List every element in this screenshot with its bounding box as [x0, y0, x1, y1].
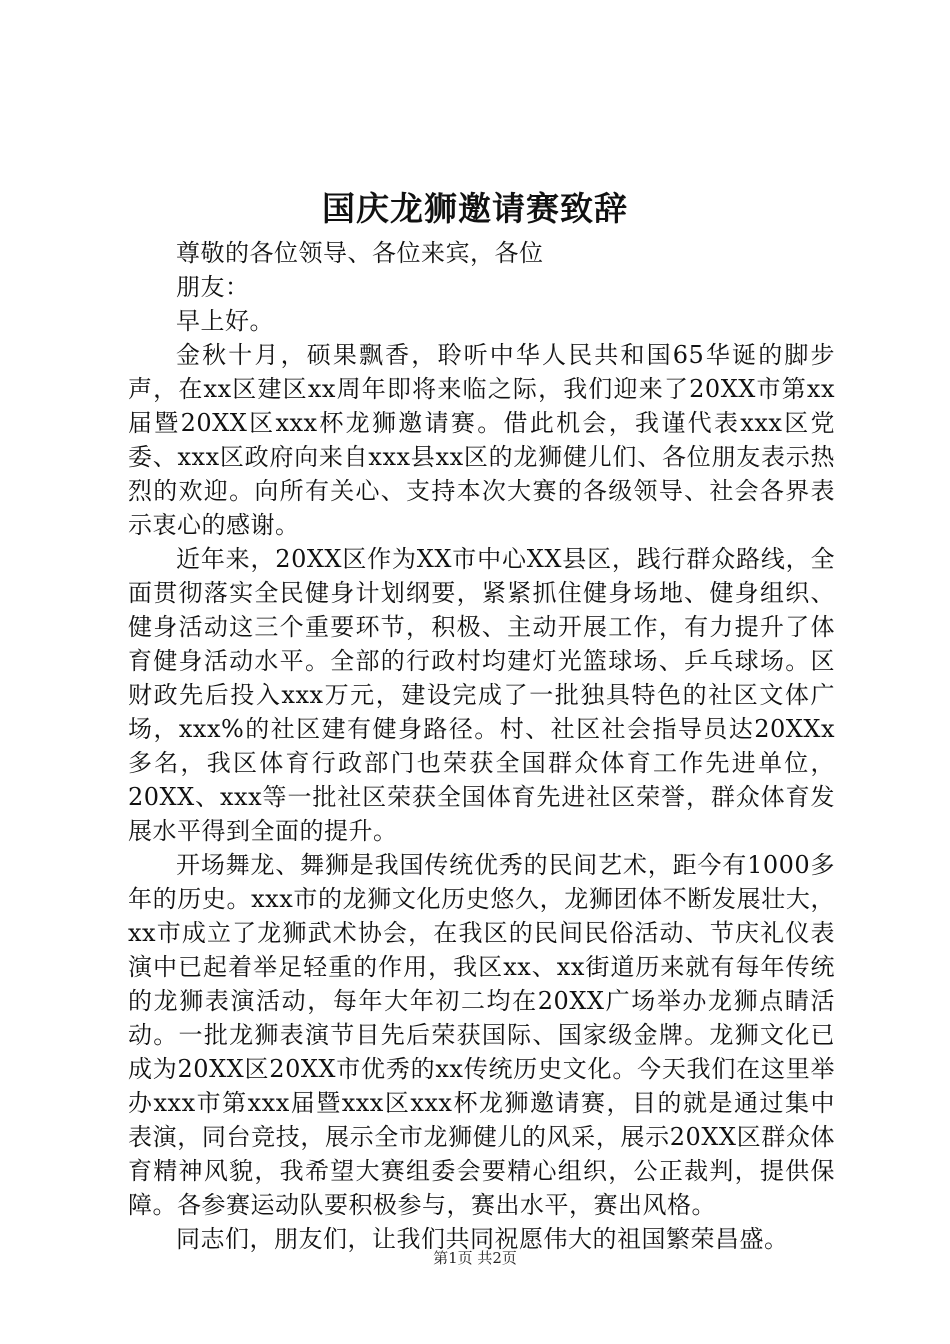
greeting-paragraph: 早上好。	[176, 307, 274, 335]
document-body	[128, 236, 835, 1256]
body-paragraph: 近年来，20XX区作为XX市中心XX县区，践行群众路线，全面贯彻落实全民健身计划纲要，紧紧抓住健身场地、健身组织、健身活动这三个重要环节，积极、主动开展工作，有力提升了体育健身活动水平。全部的行政村均建灯光篮球场、乒乓球场。区财政先后投入xxx万元，建设完成了一批独具特色的社区文体广场，xxx%的社区建有健身路径。村、社区社会指导员达20XXx多名，我区体育行政部门也荣获全国群众体育工作先进单位，20XX、xxx等一批社区荣获全国体育先进社区荣誉，群众体育发展水平得到全面的提升。	[128, 545, 835, 845]
document-title: 国庆龙狮邀请赛致辞	[322, 189, 628, 228]
body-paragraph: 金秋十月，硕果飘香，聆听中华人民共和国65华诞的脚步声，在xx区建区xx周年即将来临之际，我们迎来了20XX市第xx届暨20XX区xxx杯龙狮邀请赛。借此机会，我谨代表xxx区党委、xxx区政府向来自xxx县xx区的龙狮健儿们、各位朋友表示热烈的欢迎。向所有关心、支持本次大赛的各级领导、社会各界表示衷心的感谢。	[128, 341, 835, 539]
page-number-footer: 第1页 共2页	[433, 1249, 517, 1267]
body-paragraph: 开场舞龙、舞狮是我国传统优秀的民间艺术，距今有1000多年的历史。xxx市的龙狮文化历史悠久，龙狮团体不断发展壮大，xx市成立了龙狮武术协会，在我区的民间民俗活动、节庆礼仪表演中已起着举足轻重的作用，我区xx、xx街道历来就有每年传统的龙狮表演活动，每年大年初二均在20XX广场举办龙狮点睛活动。一批龙狮表演节目先后荣获国际、国家级金牌。龙狮文化已成为20XX区20XX市优秀的xx传统历史文化。今天我们在这里举办xxx市第xxx届暨xxx区xxx杯龙狮邀请赛，目的就是通过集中表演，同台竞技，展示全市龙狮健儿的风采，展示20XX区群众体育精神风貌，我希望大赛组委会要精心组织，公正裁判，提供保障。各参赛运动队要积极参与，赛出水平，赛出风格。	[128, 851, 835, 1219]
salutation-line: 尊敬的各位领导、各位来宾，各位	[176, 239, 544, 267]
closing-paragraph: 同志们，朋友们，让我们共同祝愿伟大的祖国繁荣昌盛。	[176, 1225, 789, 1253]
salutation-line-continued: 朋友：	[176, 273, 250, 301]
